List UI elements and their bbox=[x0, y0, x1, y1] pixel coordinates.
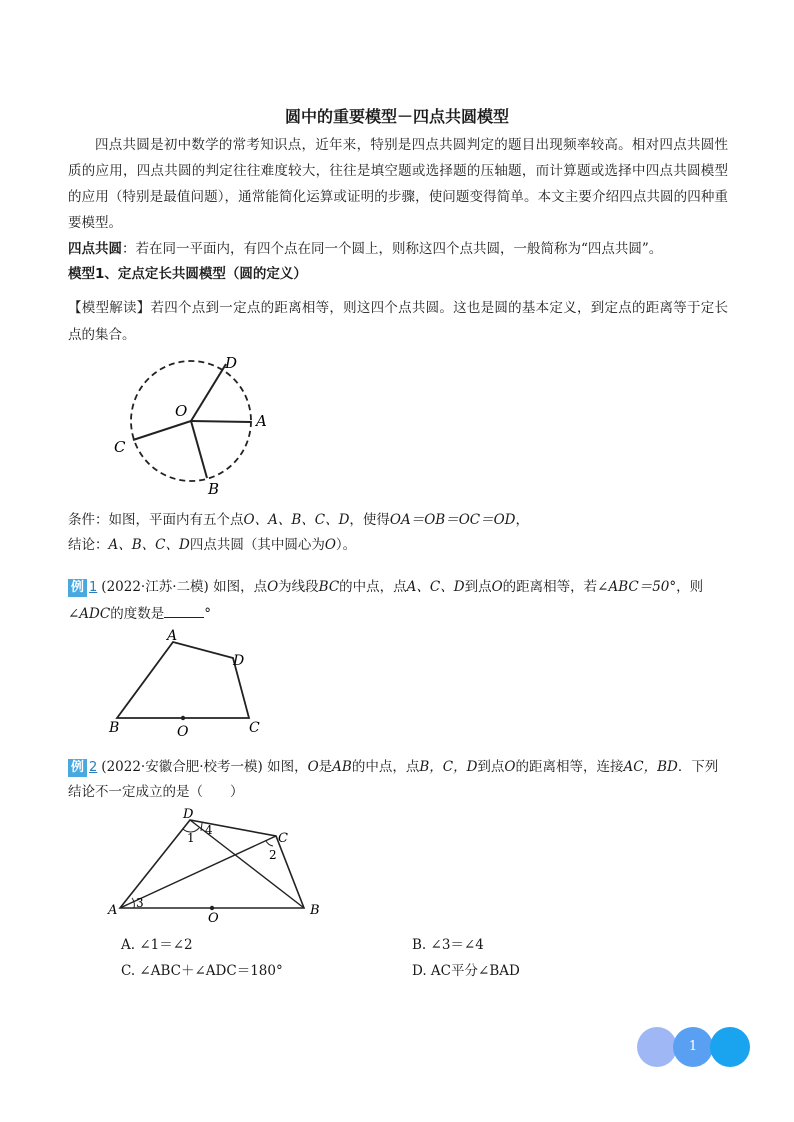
example1-line2 bbox=[68, 602, 728, 626]
condition-equation: OA＝OB＝OC＝OD bbox=[389, 512, 516, 528]
example1-text6: ，则 bbox=[676, 579, 704, 595]
example2-line2: 结论不一定成立的是（ ） bbox=[68, 784, 244, 800]
example1-text1: 如图，点 bbox=[213, 579, 268, 595]
example2-text4: 到点 bbox=[477, 759, 505, 775]
condition-end: ， bbox=[515, 512, 529, 528]
label-o: O bbox=[208, 911, 219, 924]
model1-conclusion bbox=[68, 533, 728, 557]
label-b: B bbox=[109, 720, 120, 736]
example1-text5: 的距离相等，若 bbox=[502, 579, 598, 595]
label-b: B bbox=[310, 903, 320, 918]
angle-label-4: 4 bbox=[205, 823, 213, 837]
conclusion-points: A、B、C、D bbox=[108, 537, 190, 553]
degree-sign: ° bbox=[204, 606, 211, 622]
example1-line1 bbox=[68, 575, 728, 600]
condition-points: O、A、B、C、D bbox=[243, 512, 350, 528]
radius-od bbox=[191, 364, 226, 421]
example2-text2: 是 bbox=[318, 759, 333, 775]
condition-prefix: 条件：如图，平面内有五个点 bbox=[68, 512, 244, 528]
answer-blank[interactable] bbox=[164, 603, 204, 618]
page-number: 1 bbox=[688, 1039, 698, 1054]
page-badge-right-circle bbox=[710, 1027, 750, 1067]
conclusion-mid: 四点共圆（其中圆心为 bbox=[189, 537, 325, 553]
label-d: D bbox=[183, 807, 194, 822]
label-d: D bbox=[233, 653, 245, 669]
example2-figure bbox=[104, 804, 334, 924]
example1-angle-adc: ∠ADC bbox=[68, 606, 111, 622]
definition-text: ：若在同一平面内，有四个点在同一个圆上，则称这四个点共圆，一般简称为“四点共圆”。 bbox=[122, 241, 663, 257]
midpoint-o bbox=[181, 716, 185, 720]
example1-number: 1 bbox=[89, 580, 98, 595]
example2-o: O bbox=[307, 759, 319, 775]
example2-text3: 的中点，点 bbox=[351, 759, 420, 775]
example1-question: 的度数是 bbox=[110, 606, 165, 622]
example2-text6: ．下列 bbox=[677, 759, 719, 775]
option-d[interactable]: D. AC平分∠BAD bbox=[412, 963, 520, 979]
condition-mid: ，使得 bbox=[349, 512, 390, 528]
label-o: O bbox=[177, 724, 189, 740]
example1-bc: BC bbox=[318, 579, 340, 595]
angle-arc-2 bbox=[266, 841, 273, 846]
label-c: C bbox=[249, 720, 260, 736]
definition-line bbox=[68, 237, 728, 261]
label-a: A bbox=[256, 412, 267, 430]
label-a: A bbox=[108, 903, 118, 918]
example1-acd: A、C、D bbox=[406, 579, 465, 595]
option-b[interactable]: B. ∠3＝∠4 bbox=[412, 937, 484, 953]
model1-circle-figure bbox=[105, 350, 280, 500]
conclusion-end: ）。 bbox=[335, 537, 357, 553]
example1-text2: 为线段 bbox=[278, 579, 319, 595]
angle-label-1: 1 bbox=[187, 831, 195, 845]
example2-tag: 例 bbox=[68, 759, 87, 777]
example2-source: (2022·安徽合肥·校考一模) bbox=[101, 759, 263, 775]
page-badge-left-circle bbox=[637, 1027, 677, 1067]
example1-figure bbox=[105, 628, 275, 740]
example2-ab: AB bbox=[332, 759, 352, 775]
quadrilateral-abdc bbox=[117, 642, 249, 718]
example1-o: O bbox=[267, 579, 279, 595]
angle-label-2: 2 bbox=[269, 848, 277, 862]
example2-text5: 的距离相等，连接 bbox=[515, 759, 624, 775]
angle-label-3: 3 bbox=[136, 896, 144, 910]
example1-text4: 到点 bbox=[464, 579, 492, 595]
example1-o2: O bbox=[491, 579, 503, 595]
page-title: 圆中的重要模型－四点共圆模型 bbox=[284, 107, 509, 126]
option-a[interactable]: A. ∠1＝∠2 bbox=[121, 937, 193, 953]
model1-explanation: 【模型解读】若四个点到一定点的距离相等，则这四个点共圆。这也是圆的基本定义，到定点的距离等于定长点的集合。 bbox=[68, 300, 728, 343]
conclusion-prefix: 结论： bbox=[68, 537, 109, 553]
label-a: A bbox=[167, 628, 178, 644]
example2-number: 2 bbox=[89, 760, 98, 775]
example2-acbd: AC，BD bbox=[623, 759, 678, 775]
radius-oc bbox=[133, 421, 191, 440]
radius-oa bbox=[191, 421, 251, 422]
example2-bcd: B，C，D bbox=[419, 759, 478, 775]
example2-text1: 如图， bbox=[267, 759, 308, 775]
label-o: O bbox=[175, 402, 188, 420]
definition-term: 四点共圆 bbox=[68, 241, 122, 257]
label-c: C bbox=[278, 831, 288, 846]
option-c[interactable]: C. ∠ABC＋∠ADC＝180° bbox=[121, 963, 283, 979]
example2-o2: O bbox=[504, 759, 516, 775]
example1-source: (2022·江苏·二模) bbox=[101, 579, 209, 595]
example1-text3: 的中点，点 bbox=[339, 579, 407, 595]
intro-paragraph: 四点共圆是初中数学的常考知识点，近年来，特别是四点共圆判定的题目出现频率较高。相对四点共圆性质的应用，四点共圆的判定往往难度较大，往往是填空题或选择题的压轴题，而计算题或选择中四点共圆模型的应用（特别是最值问题），通常能简化运算或证明的步骤，使问题变得简单。本文主要介绍四点共圆的四种重要模型。 bbox=[68, 137, 728, 231]
example1-angle: ∠ABC＝50° bbox=[597, 579, 677, 595]
label-b: B bbox=[208, 480, 220, 498]
radius-ob bbox=[191, 421, 207, 478]
midpoint-o bbox=[210, 906, 214, 910]
label-c: C bbox=[114, 438, 126, 456]
model1-heading: 模型1、定点定长共圆模型（圆的定义） bbox=[68, 266, 307, 282]
label-d: D bbox=[225, 354, 238, 372]
example1-tag: 例 bbox=[68, 579, 87, 597]
conclusion-center: O bbox=[324, 537, 336, 553]
example2-line1 bbox=[68, 755, 728, 780]
model1-condition bbox=[68, 508, 728, 532]
